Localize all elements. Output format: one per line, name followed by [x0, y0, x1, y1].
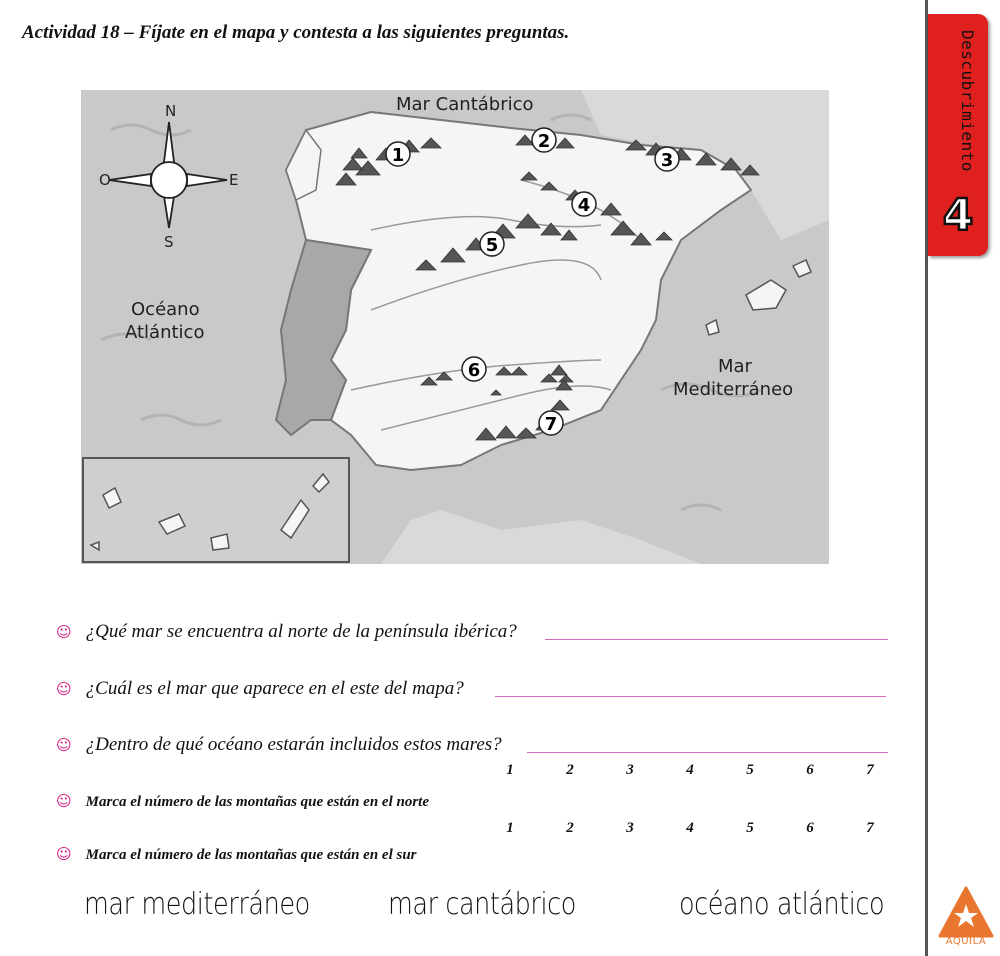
- label-east-sea-line1: Mar: [718, 356, 752, 377]
- question-3: [56, 734, 502, 756]
- question-4-text: Marca el número de las montañas que están en el norte: [85, 794, 429, 810]
- north-choice-3[interactable]: 3: [626, 762, 634, 778]
- north-choice-2[interactable]: 2: [566, 762, 574, 778]
- compass-east: E: [229, 171, 239, 189]
- mountain-marker-4: [572, 192, 596, 216]
- mountain-marker-7: [539, 411, 563, 435]
- logo-line1: COLEGIO: [948, 929, 984, 936]
- svg-text:7: 7: [544, 414, 558, 435]
- mountain-marker-2: [532, 128, 556, 152]
- compass-north: N: [165, 102, 177, 120]
- smiley-icon: ☺: [56, 845, 72, 863]
- south-choice-1[interactable]: 1: [506, 820, 514, 836]
- south-choice-6[interactable]: 6: [806, 820, 814, 836]
- question-5-text: Marca el número de las montañas que están en el sur: [85, 847, 417, 863]
- smiley-icon: ☺: [56, 680, 72, 698]
- smiley-icon: ☺: [56, 736, 72, 754]
- label-ocean-line1: Océano: [131, 299, 200, 320]
- question-4: [56, 792, 429, 811]
- svg-text:1: 1: [391, 145, 405, 166]
- label-east-sea-line2: Mediterráneo: [673, 379, 794, 400]
- unit-tab-label: Descubrimiento: [958, 30, 977, 172]
- unit-tab-number: 4: [942, 190, 974, 241]
- south-choice-3[interactable]: 3: [626, 820, 634, 836]
- answer-option-atlantico[interactable]: océano atlántico: [679, 887, 885, 922]
- compass-south: S: [164, 233, 174, 251]
- north-choice-5[interactable]: 5: [746, 762, 754, 778]
- answer-line-2[interactable]: [495, 696, 886, 697]
- question-3-text: ¿Dentro de qué océano estarán incluidos estos mares?: [85, 734, 502, 755]
- compass-west: O: [99, 171, 111, 189]
- mountain-marker-3: [655, 147, 679, 171]
- logo-line2: AQUILA: [945, 936, 987, 947]
- south-choice-4[interactable]: 4: [686, 820, 694, 836]
- answer-option-mediterraneo[interactable]: mar mediterráneo: [84, 887, 310, 922]
- svg-text:4: 4: [577, 195, 591, 216]
- answer-line-3[interactable]: [527, 752, 888, 753]
- smiley-icon: ☺: [56, 623, 72, 641]
- svg-text:5: 5: [485, 235, 499, 256]
- svg-text:2: 2: [537, 131, 551, 152]
- north-choice-7[interactable]: 7: [866, 762, 874, 778]
- smiley-icon: ☺: [56, 792, 72, 810]
- answer-line-1[interactable]: [545, 639, 888, 640]
- south-choice-7[interactable]: 7: [866, 820, 874, 836]
- south-choice-5[interactable]: 5: [746, 820, 754, 836]
- south-choice-2[interactable]: 2: [566, 820, 574, 836]
- question-1-text: ¿Qué mar se encuentra al norte de la península ibérica?: [85, 621, 517, 642]
- activity-title: Actividad 18 – Fíjate en el mapa y contesta a las siguientes preguntas.: [22, 22, 570, 43]
- iberian-peninsula-map: [81, 90, 829, 564]
- mountain-marker-5: [480, 232, 504, 256]
- north-choice-1[interactable]: 1: [506, 762, 514, 778]
- label-north-sea: Mar Cantábrico: [396, 94, 534, 115]
- mountain-marker-6: [462, 357, 486, 381]
- label-ocean-line2: Atlántico: [125, 322, 205, 343]
- answer-option-cantabrico[interactable]: mar cantábrico: [388, 887, 576, 922]
- question-2: [56, 678, 464, 700]
- north-number-choices: [500, 762, 880, 779]
- question-2-text: ¿Cuál es el mar que aparece en el este del mapa?: [85, 678, 464, 699]
- question-1: [56, 621, 517, 643]
- north-choice-6[interactable]: 6: [806, 762, 814, 778]
- south-number-choices: [500, 820, 880, 837]
- svg-text:3: 3: [660, 150, 674, 171]
- question-5: [56, 845, 417, 864]
- north-choice-4[interactable]: 4: [686, 762, 694, 778]
- svg-text:6: 6: [467, 360, 481, 381]
- mountain-marker-1: [386, 142, 410, 166]
